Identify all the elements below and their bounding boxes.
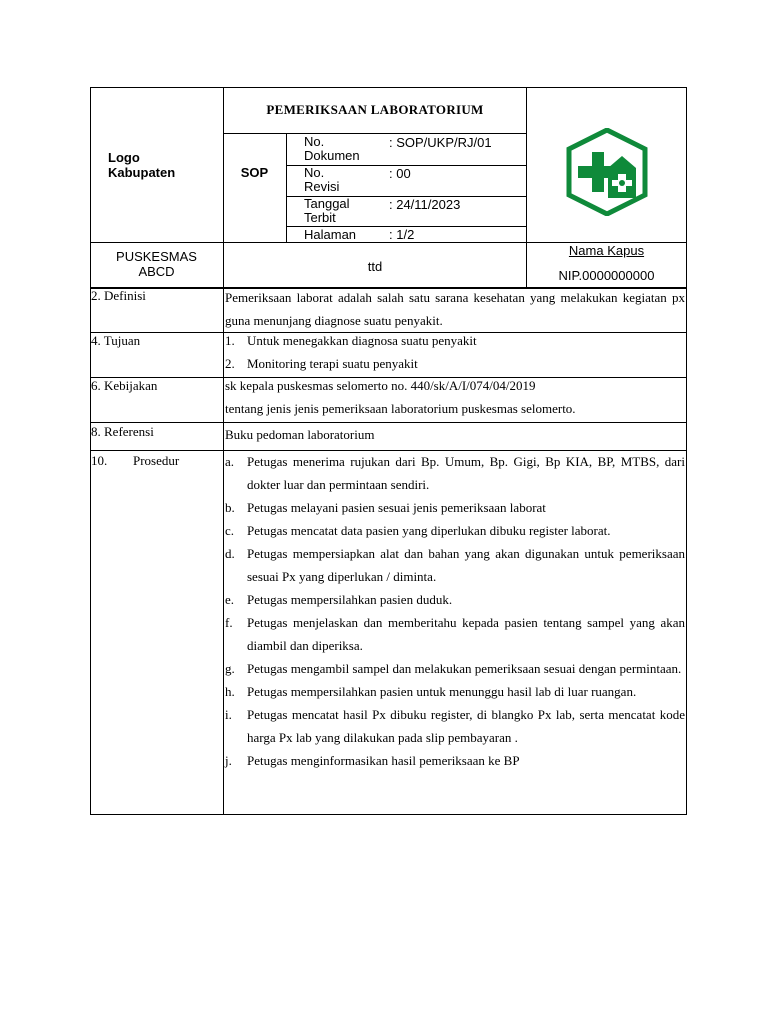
meta-label-halaman: Halaman (304, 227, 357, 242)
label-prosedur: Prosedur (133, 453, 180, 468)
meta-label-tanggal: Tanggal Terbit (304, 196, 350, 225)
puskesmas-name: PUSKESMAS ABCD (116, 249, 197, 279)
referensi-text: Buku pedoman laboratorium (225, 427, 375, 442)
content-label-divider (223, 288, 224, 815)
list-item: d. Petugas mempersiapkan alat dan bahan yang akan digunakan untuk pemeriksaan sesuai Px yang diperlukan / diminta. (225, 546, 685, 584)
meta-value-tanggal: : 24/11/2023 (389, 197, 461, 212)
definisi-text: Pemeriksaan laborat adalah salah satu sarana kesehatan yang melakukan kegiatan px guna menunjang diagnose suatu penyakit. (225, 290, 685, 328)
puskesmas-logo-icon (566, 128, 648, 221)
list-item: e. Petugas mempersilahkan pasien duduk. (225, 592, 453, 607)
meta-label-dokumen: No. Dokumen (304, 134, 360, 163)
prosedur-list (225, 450, 685, 772)
meta-value-halaman: : 1/2 (389, 227, 415, 242)
meta-value-revisi: : 00 (389, 166, 411, 181)
kebijakan-text: sk kepala puskesmas selomerto no. 440/sk/A/I/074/04/2019 tentang jenis jenis pemeriksaan laboratorium puskesmas selomerto. (225, 378, 576, 416)
label-referensi: 8. Referensi (91, 424, 154, 439)
meta-value-dokumen: : SOP/UKP/RJ/01 (389, 135, 492, 150)
document-title: PEMERIKSAAN LABORATORIUM (266, 102, 484, 117)
list-item: a. Petugas menerima rujukan dari Bp. Umum, Bp. Gigi, Bp KIA, BP, MTBS, dari dokter luar dan permintaan sendiri. (225, 454, 685, 492)
kapus-nip: NIP.0000000000 (558, 268, 655, 283)
list-item: 2. Monitoring terapi suatu penyakit (225, 356, 418, 371)
label-tujuan: 4. Tujuan (91, 333, 141, 348)
list-item: g. Petugas mengambil sampel dan melakukan pemeriksaan sesuai dengan permintaan. (225, 661, 682, 676)
kapus-name: Nama Kapus (568, 243, 645, 258)
list-item: h. Petugas mempersilahkan pasien untuk menunggu hasil lab di luar ruangan. (225, 684, 637, 699)
list-item: b. Petugas melayani pasien sesuai jenis pemeriksaan laborat (225, 500, 546, 515)
list-item: 1. Untuk menegakkan diagnosa suatu penyakit (225, 333, 477, 348)
label-prosedur-number: 10. (91, 453, 108, 468)
list-item: f. Petugas menjelaskan dan memberitahu kepada pasien tentang sampel yang akan diambil dan diperiksa. (225, 615, 685, 653)
meta-label-revisi: No. Revisi (304, 165, 340, 194)
label-kebijakan: 6. Kebijakan (91, 378, 158, 393)
signature-placeholder: ttd (367, 259, 383, 274)
list-item: c. Petugas mencatat data pasien yang diperlukan dibuku register laborat. (225, 523, 611, 538)
tujuan-list (225, 329, 685, 375)
logo-kabupaten-text: Logo Kabupaten (108, 150, 176, 180)
label-definisi: 2. Definisi (91, 288, 146, 303)
sop-label: SOP (240, 165, 269, 180)
list-item: i. Petugas mencatat hasil Px dibuku register, di blangko Px lab, serta mencatat kode harga Px lab yang dilakukan pada slip pembayaran . (225, 707, 685, 745)
list-item: j. Petugas menginformasikan hasil pemeriksaan ke BP (225, 753, 520, 768)
title-bottom-rule (223, 133, 527, 134)
